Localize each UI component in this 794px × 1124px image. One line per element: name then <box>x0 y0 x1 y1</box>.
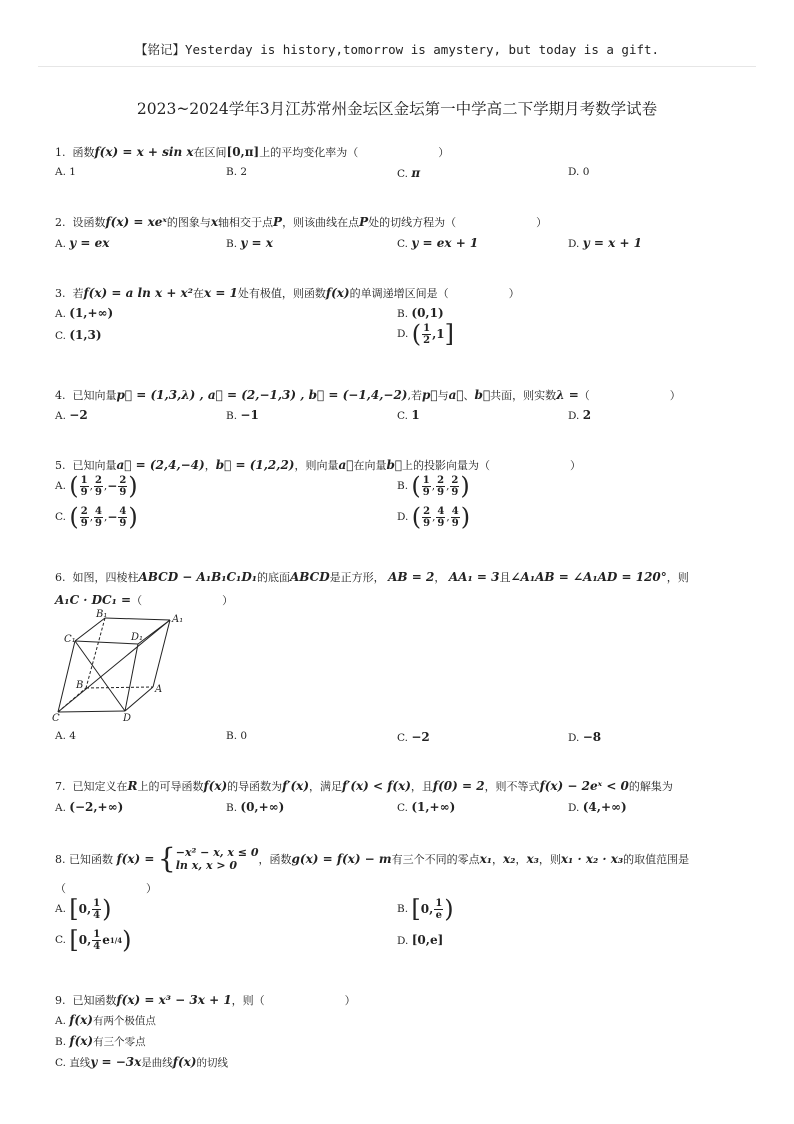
q3-stem: 3. 若f(x) = a ln x + x²在x = 1处有极值，则函数f(x)的单调递增区间是（ ） <box>55 286 520 300</box>
q2-stem: 2. 设函数f(x) = xeˣ的图象与x轴相交于点P，则该曲线在点P处的切线方程为（ ） <box>55 215 548 229</box>
q3-option-d[interactable]: D. ( $\frac{1}{2}$ ,1 ] <box>397 320 454 348</box>
q8-stem: 8. 已知函数 f(x) = { −x² − x, x ≤ 0 ln x, x > 0 ，函数 g(x) = f(x) − m 有三个不同的零点 x₁ ， x₂ ， x₃ ，则 x₁ · x₂ · x₃ 的取值范围是 <box>55 842 690 875</box>
q4-stem: 4. 已知向量p⃗ = (1,3,λ) , a⃗ = (2,−1,3) , b⃗ = (−1,4,−2),若p⃗与a⃗、b⃗共面，则实数λ =（ ） <box>55 388 681 402</box>
q6-option-a[interactable]: A. 4 <box>55 730 76 742</box>
q4-option-d[interactable]: D. 2 <box>568 408 592 422</box>
q2-option-c[interactable]: C. y = ex + 1 <box>397 236 479 250</box>
q2-option-b[interactable]: B. y = x <box>226 236 273 250</box>
q8-stem-line2: （ ） <box>55 882 157 895</box>
q9-option-b[interactable]: B. f(x)有三个零点 <box>55 1034 146 1048</box>
q9-option-a[interactable]: A. f(x)有两个极值点 <box>55 1013 156 1027</box>
q6-stem-line2: A₁C · DC₁ =（ ） <box>55 593 234 607</box>
q6-stem: 6. 如图，四棱柱ABCD − A₁B₁C₁D₁的底面ABCD是正方形， AB = 2， AA₁ = 3且∠A₁AB = ∠A₁AD = 120°，则 <box>55 570 689 584</box>
q9-option-c[interactable]: C. 直线y = −3x是曲线f(x)的切线 <box>55 1055 228 1069</box>
q7-option-b[interactable]: B. (0,+∞) <box>226 800 285 814</box>
label-d1: D₁ <box>131 632 144 643</box>
q1-option-c[interactable]: C. π <box>397 166 421 180</box>
label-c: C <box>52 713 60 723</box>
label-b: B <box>76 680 84 691</box>
q1-option-b[interactable]: B. 2 <box>226 166 248 178</box>
label-b1: B₁ <box>96 609 108 620</box>
q4-option-b[interactable]: B. −1 <box>226 408 259 422</box>
q2-option-d[interactable]: D. y = x + 1 <box>568 236 643 250</box>
q7-option-a[interactable]: A. (−2,+∞) <box>55 800 124 814</box>
q6-option-c[interactable]: C. −2 <box>397 730 430 744</box>
q8-option-d[interactable]: D. [0,e] <box>397 933 444 947</box>
q6-option-d[interactable]: D. −8 <box>568 730 602 744</box>
page-title: 2023~2024学年3月江苏常州金坛区金坛第一中学高二下学期月考数学试卷 <box>136 100 658 118</box>
label-a1: A₁ <box>172 614 184 625</box>
q7-option-c[interactable]: C. (1,+∞) <box>397 800 456 814</box>
q4-option-a[interactable]: A. −2 <box>55 408 88 422</box>
q1-option-a[interactable]: A. 1 <box>55 166 76 178</box>
q8-option-c[interactable]: C. [ 0, $\frac{1}{4}$ e 1/4 ) <box>55 926 132 954</box>
prism-figure <box>50 608 200 723</box>
q7-stem: 7. 已知定义在R上的可导函数f(x)的导函数为f′(x)，满足f′(x) < f(x)，且f(0) = 2，则不等式f(x) − 2eˣ < 0的解集为 <box>55 779 673 793</box>
label-c1: C₁ <box>64 634 76 645</box>
q5-option-d[interactable]: D. ( $\frac{2}{9}$ , $\frac{4}{9}$ , $\frac{4}{9}$ ) <box>397 503 471 531</box>
q3-option-a[interactable]: A. (1,+∞) <box>55 306 114 320</box>
label-a: A <box>155 684 163 695</box>
q5-option-a[interactable]: A. ( $\frac{1}{9}$ , $\frac{2}{9}$ , − $\frac{2}{9}$ ) <box>55 472 138 500</box>
q5-stem: 5. 已知向量a⃗ = (2,4,−4)，b⃗ = (1,2,2)，则向量a⃗在向量b⃗上的投影向量为（ ） <box>55 458 582 472</box>
label-d: D <box>123 713 132 723</box>
q5-option-b[interactable]: B. ( $\frac{1}{9}$ , $\frac{2}{9}$ , $\frac{2}{9}$ ) <box>397 472 470 500</box>
q2-option-a[interactable]: A. y = ex <box>55 236 110 250</box>
q8-option-a[interactable]: A. [ 0, $\frac{1}{4}$ ) <box>55 895 112 923</box>
q7-option-d[interactable]: D. (4,+∞) <box>568 800 627 814</box>
q3-option-c[interactable]: C. (1,3) <box>55 328 102 342</box>
q6-option-b[interactable]: B. 0 <box>226 730 248 742</box>
header-divider <box>38 66 756 67</box>
q5-option-c[interactable]: C. ( $\frac{2}{9}$ , $\frac{4}{9}$ , − $\frac{4}{9}$ ) <box>55 503 138 531</box>
header-motto: 【铭记】Yesterday is history,tomorrow is amystery, but today is a gift. <box>134 42 660 57</box>
q3-option-b[interactable]: B. (0,1) <box>397 306 444 320</box>
q1-option-d[interactable]: D. 0 <box>568 166 590 178</box>
q8-option-b[interactable]: B. [ 0, $\frac{1}{e}$ ) <box>397 895 454 923</box>
q9-stem: 9. 已知函数f(x) = x³ − 3x + 1，则（ ） <box>55 993 356 1007</box>
q1-stem: 1. 函数f(x) = x + sin x在区间[0,π]上的平均变化率为（ ） <box>55 145 450 159</box>
q4-option-c[interactable]: C. 1 <box>397 408 420 422</box>
